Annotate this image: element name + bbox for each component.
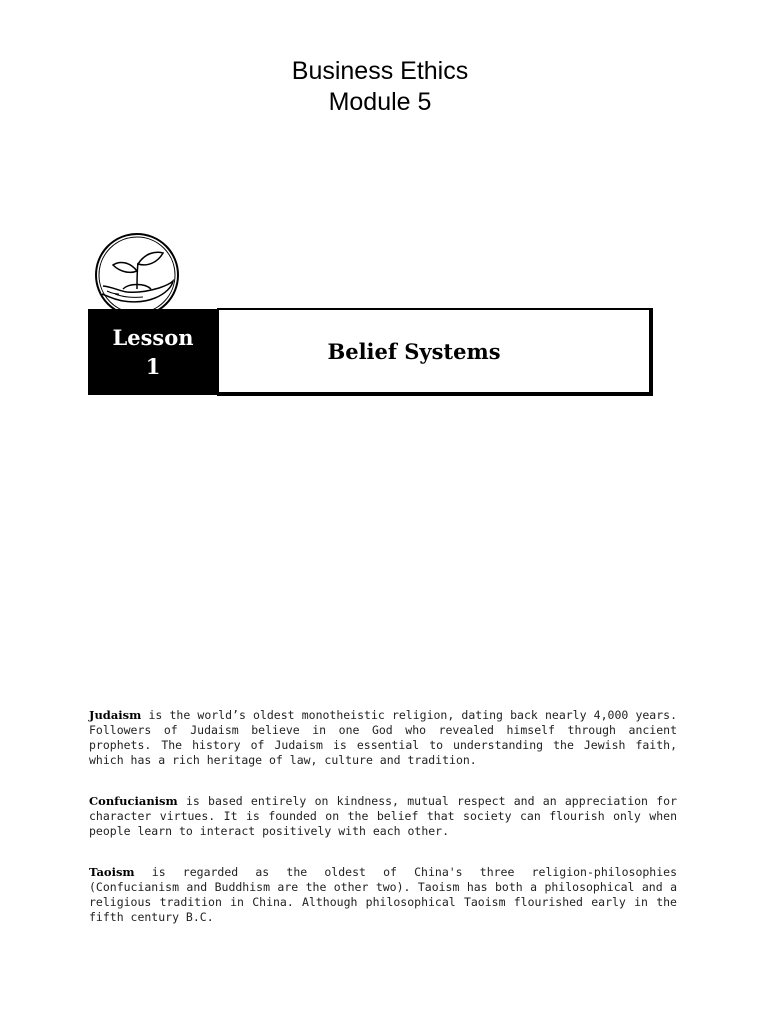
paragraph-taoism — [89, 865, 677, 925]
paragraph-confucianism — [89, 794, 677, 839]
lesson-label: Lesson — [112, 325, 194, 350]
module-title — [0, 56, 760, 118]
paragraph-text: is based entirely on kindness, mutual respect and an appreciation for character virtues. It is founded on the belief that society can flourish only when people learn to interact positively with each other. — [89, 794, 677, 838]
paragraph-judaism — [89, 708, 677, 768]
title-line-1: Business Ethics — [291, 57, 469, 85]
term-judaism: Judaism — [89, 708, 142, 722]
paragraph-text: is the world’s oldest monotheistic religion, dating back nearly 4,000 years. Followers of Judaism believe in one God who revealed himself through ancient prophets. The history of Judaism is essential to understanding the Jewish faith, which has a rich heritage of law, culture and tradition. — [89, 708, 677, 767]
lesson-title: Belief Systems — [327, 338, 501, 364]
term-taoism: Taoism — [89, 865, 135, 879]
title-line-2: Module 5 — [328, 88, 432, 116]
body-text — [89, 708, 677, 951]
hand-with-seedling-icon — [93, 231, 181, 319]
lesson-title-box — [217, 308, 653, 396]
lesson-number: 1 — [145, 354, 161, 379]
paragraph-text: is regarded as the oldest of China's three religion-philosophies (Confucianism and Buddhism are the other two). Taoism has both a philosophical and a religious tradition in China. Although philosophical Taoism flourished early in the fifth century B.C. — [89, 865, 677, 924]
lesson-number-box — [88, 309, 218, 395]
term-confucianism: Confucianism — [89, 794, 178, 808]
